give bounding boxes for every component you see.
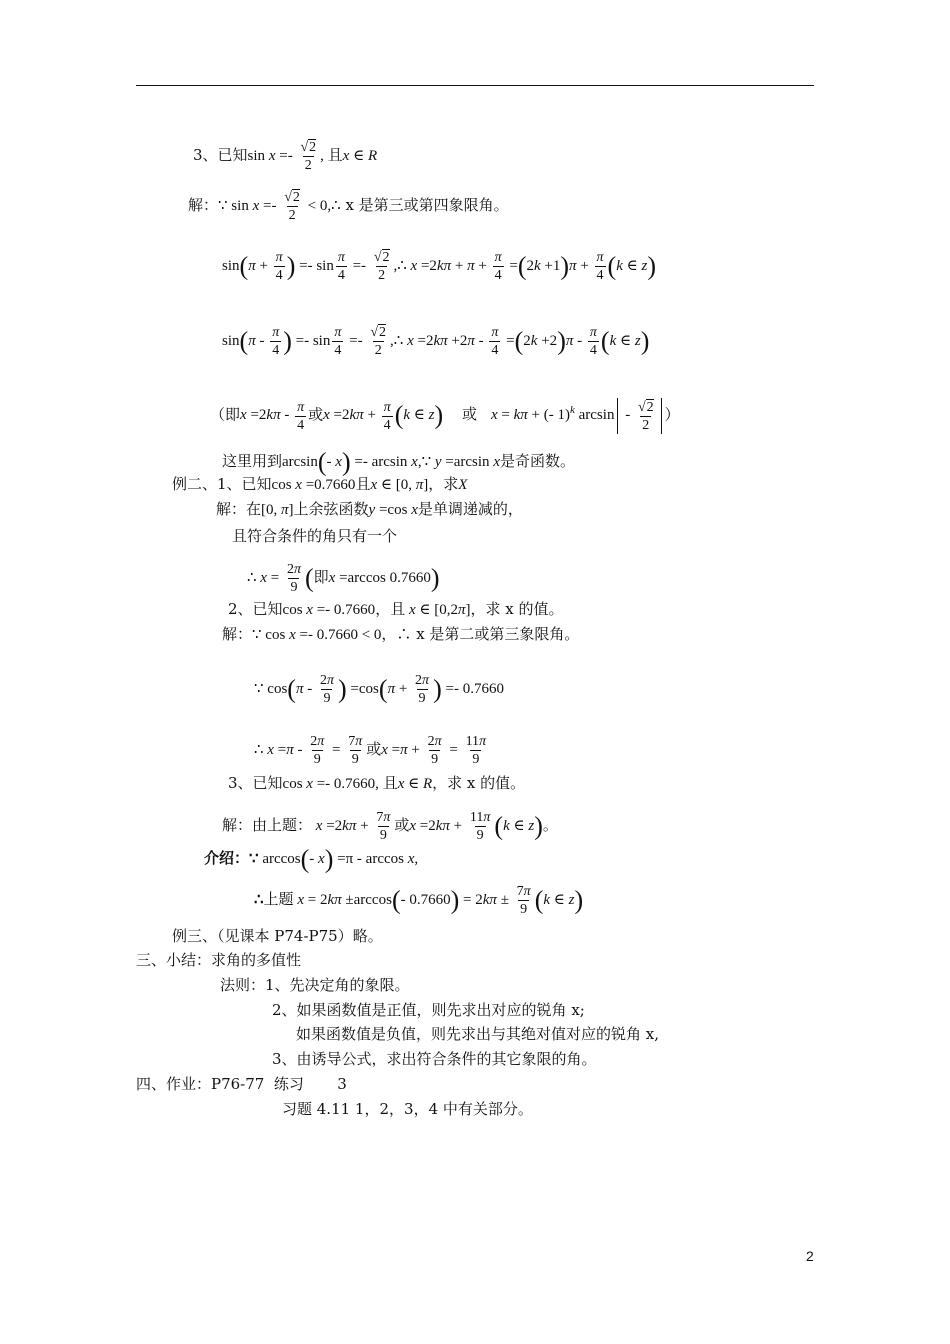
formula-range: x ∈ [0, π] (370, 477, 429, 493)
formula: ∵ arccos(- x) =π - arccos x, (249, 844, 419, 874)
formula: cos x =0.7660 (271, 477, 356, 493)
close-paren: ） (664, 405, 680, 424)
formula-range: x ∈ [0,2π] (408, 602, 471, 618)
end: 。 (542, 815, 558, 834)
func: y =cos x (368, 502, 418, 518)
line-quadrant-2-3 (222, 624, 579, 645)
line-example-3: 例三、（见课本 P74-P75）略。 (172, 927, 383, 945)
label: 3、已知 (193, 145, 248, 164)
line-homework-exercises: 习题 4.11 1，2，3，4 中有关部分。 (282, 1100, 533, 1118)
or-a: 或 (308, 405, 324, 424)
header-rule (136, 85, 814, 86)
formula-cos-equal: ∵ cos(π - $\frac{2\pi}{9}$ ) =cos(π + $\frac{2\pi}{9}$ ) =- 0.7660 (254, 673, 504, 706)
line-arccos-solution (254, 884, 583, 917)
label: 这里用到 (222, 452, 283, 470)
or: 或 (366, 741, 382, 758)
text-mid: 上余弦函数 (293, 500, 369, 518)
formula: cos x =- 0.7660, (282, 776, 383, 792)
line-one-angle: 且符合条件的角只有一个 (232, 527, 398, 545)
line-solution-quadrant (188, 190, 509, 223)
interval: [0, π] (261, 502, 294, 518)
label: 例二、1、已知 (172, 475, 272, 493)
formula-two-angles: ∴ x =π - $\frac{2\pi}{9}$ = $\frac{7\pi}{9}$ 或x =π + $\frac{2\pi}{9}$ = $\frac{11\pi}{9}$ (254, 734, 487, 767)
text: x 是第三或第四象限角。 (345, 195, 509, 214)
label: 解：由上题： (222, 815, 313, 834)
formula-range: x ∈ R (397, 776, 433, 792)
therefore: ∴ (254, 891, 264, 908)
line-general-cos (222, 810, 558, 843)
label: 解： (188, 195, 219, 214)
label: 3、已知 (228, 774, 283, 792)
label: 上题 (263, 889, 294, 908)
text: 是奇函数。 (499, 452, 575, 470)
formula-a: x =2kπ + $\frac{7\pi}{9}$ (315, 810, 391, 843)
formula: x = 2kπ ±arccos(- 0.7660) = 2kπ ± $\frac{7\pi}{9}$ (k ∈ z) (297, 884, 584, 917)
formula-b: x =2kπ + $\frac{\pi}{4}$ (k ∈ z) (323, 399, 444, 433)
formula: ∵ sin x =- $\frac{√2}{2}$ < 0,∴ (218, 190, 341, 223)
formula: sin x =- $\frac{√2}{2}$ , 且x ∈ R (247, 140, 378, 173)
formula: cos x =- 0.7660 (282, 602, 376, 618)
or-b: 或 (461, 405, 477, 424)
text-tail: 是单调递减的， (417, 500, 523, 518)
open-paren: （即 (210, 405, 241, 424)
line-example-3-given (193, 140, 377, 173)
page-number: 2 (806, 1248, 814, 1264)
line-homework: 四、作业：P76-77 练习 3 (136, 1075, 347, 1093)
text: ，求 x 的值。 (470, 600, 564, 618)
line-cos-decreasing (216, 499, 523, 520)
and: 且 (382, 774, 398, 792)
or: 或 (394, 815, 410, 834)
label: 2、已知 (228, 600, 283, 618)
label: 解： (222, 625, 253, 643)
line-rule-1: 法则：1、先决定角的象限。 (220, 976, 410, 994)
line-example-2-2 (228, 599, 564, 620)
formula-c: x = kπ + (- 1)$^k$ arcsin - $\frac{√2}{2}$ (491, 407, 665, 423)
formula-fourth-quadrant: sin(π - $\frac{\pi}{4}$ ) =- sin $\frac{\pi}{4}$ =- $\frac{√2}{2}$ ,∴ x =2kπ +2π - $\frac{\pi}{4}$ =(2k +2)π - $\frac{\pi}{4}$ (k ∈ z) (222, 325, 650, 358)
line-arcsin-odd (222, 447, 575, 477)
line-rule-2b: 如果函数值是负值，则先求出与其绝对值对应的锐角 x, (296, 1025, 659, 1043)
formula-b: x =2kπ + $\frac{11\pi}{9}$ (k ∈ z) (409, 810, 543, 843)
line-rule-2: 2、如果函数值是正值，则先求出对应的锐角 x; (272, 1001, 585, 1019)
line-general-solution (210, 398, 680, 434)
text: ，求 x 的值。 (432, 774, 526, 792)
and: ，且 (375, 600, 406, 618)
line-rule-3: 3、由诱导公式，求出符合条件的其它象限的角。 (272, 1050, 597, 1068)
note: 即 (313, 569, 329, 586)
text: x 是第二或第三象限角。 (416, 625, 580, 643)
label: 介绍： (204, 849, 250, 867)
and: 且 (355, 475, 371, 493)
line-example-2-3 (228, 773, 525, 794)
formula-third-quadrant: sin(π + $\frac{\pi}{4}$ ) =- sin $\frac{\pi}{4}$ =- $\frac{√2}{2}$ ,∴ x =2kπ + π + $\frac{\pi}{4}$ =(2k +1)π + $\frac{\pi}{4}$ (k ∈ z) (222, 250, 657, 283)
formula: ∵ cos x =- 0.7660 < 0，∴ (252, 627, 412, 643)
text: ，求 (428, 475, 459, 493)
line-intro-arccos (204, 844, 419, 874)
label: 解：在 (216, 500, 262, 518)
formula-a: x =2kπ - $\frac{\pi}{4}$ (240, 399, 305, 433)
formula-arccos: ∴ x = $\frac{2\pi}{9}$ (即x =arccos 0.7660) (247, 562, 440, 595)
formula: arcsin(- x) =- arcsin x,∵ y =arcsin x (282, 447, 500, 477)
var-x: X (458, 477, 468, 493)
line-example-2-1 (172, 474, 467, 495)
line-summary-heading: 三、小结：求角的多值性 (136, 951, 302, 969)
